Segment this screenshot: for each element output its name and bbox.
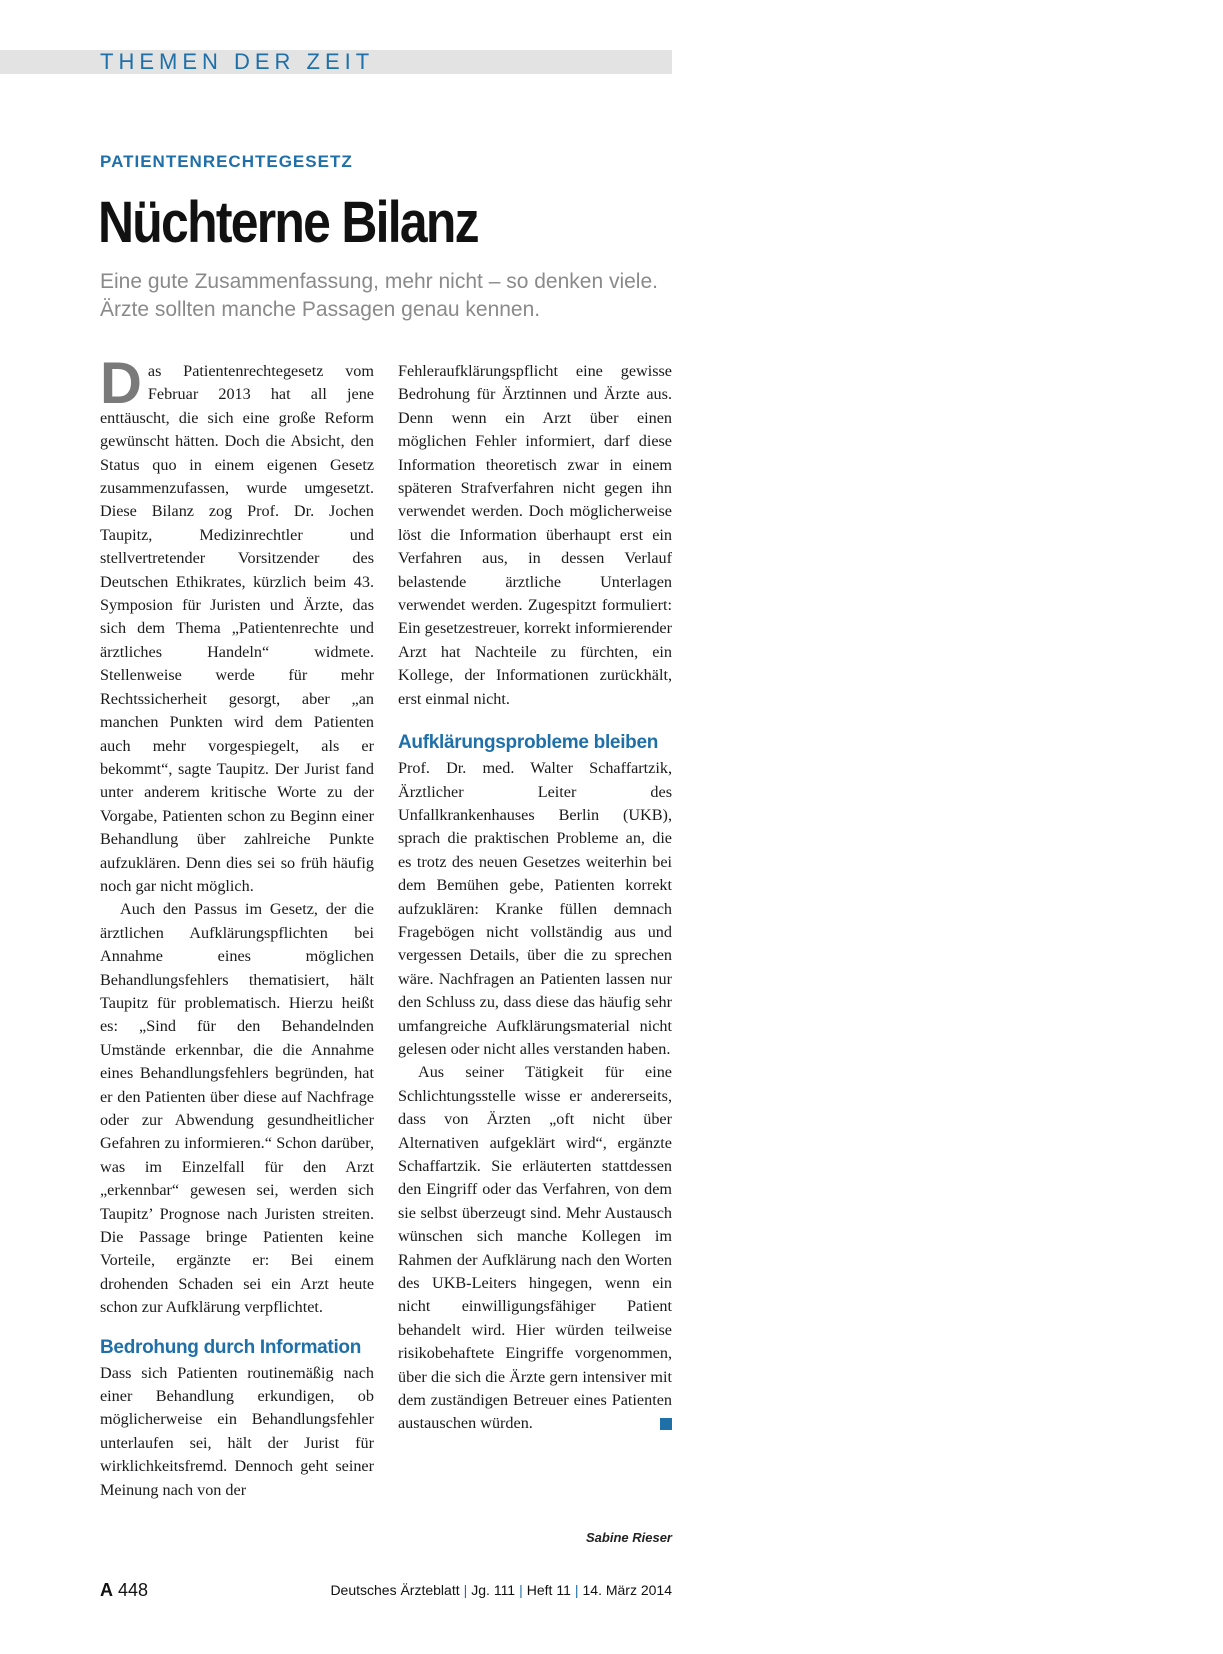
paragraph-5 [398,1061,672,1436]
page-number-value: 448 [118,1580,149,1600]
paragraph-1 [100,351,374,898]
subheading-bedrohung: Bedrohung durch Information [100,1336,362,1358]
footer-journal: Deutsches Ärzteblatt [330,1582,460,1598]
text-column-left [100,351,374,1502]
paragraph-2: Auch den Passus im Gesetz, der die ärztlichen Aufklärungspflichten bei Annahme eines möglichen Behandlungsfehlers thematisiert, hält Taupitz für problematisch. Hierzu heißt es: „Sind für den Behandelnden Umstände erkennbar, die die Annahme eines Behandlungsfehlers begründen, hat er den Patienten über diese auf Nachfrage oder zur Abwendung gesundheitlicher Gefahren zu informieren.“ Schon darüber, was im Einzelfall für den Arzt „erkennbar“ gewesen sei, werden sich Taupitz’ Prognose nach Juristen streiten. Die Passage bringe Patienten keine Vorteile, ergänzte er: Bei einem drohenden Schaden sei ein Arzt heute schon zur Aufklärung verpflichtet. [100,900,374,1317]
article-kicker: PATIENTENRECHTEGESETZ [100,152,353,171]
subheading-aufklaerung: Aufklärungsprobleme bleiben [398,732,659,754]
footer-separator: | [519,1582,523,1598]
footer-separator: | [574,1582,579,1598]
footer-issue: Heft 11 [526,1582,571,1598]
text-column-right [398,360,672,1436]
paragraph-1-text: as Patientenrechtegesetz vom Februar 2013 hat all jene enttäuscht, die sich eine große Reform gewünscht hätten. Doch die Absicht, den Status quo in einem eigenen Gesetz zusammenzufassen, wurde umgesetzt. Diese Bilanz zog Prof. Dr. Jochen Taupitz, Medizinrechtler und stellvertretender Vorsitzender des Deutschen Ethikrates, kürzlich beim 43. Symposion für Juristen und Ärzte, das sich dem Thema „Patientenrechte und ärztliches Handeln“ widmete. Stellenweise werde für mehr Rechtssicherheit gesorgt, aber „an manchen Punkten wird dem Patienten auch mehr vorgespiegelt, als er bekommt“, sagte Taupitz. Der Jurist fand unter anderem kritische Worte zu der Vorgabe, Patienten schon zu Beginn einer Behandlung über zahlreiche Punkte aufzuklären. Denn dies sei so früh häufig noch gar nicht möglich. [100,362,374,895]
paragraph-4: Prof. Dr. med. Walter Schaffartzik, Ärztlicher Leiter des Unfallkrankenhauses Berlin (UKB), sprach die praktischen Probleme an, die es trotz des neuen Gesetzes weiterhin bei dem Bemühen gebe, Patienten korrekt aufzuklären: Kranke füllen demnach Fragebögen nicht vollständig aus und vergessen Details, über die zu sprechen wäre. Nachfragen an Patienten lassen nur den Schluss zu, dass diese das häufig sehr umfangreiche Aufklärungsmaterial nicht gelesen oder nicht alles verstanden haben. [398,759,672,1058]
author-byline: Sabine Rieser [586,1530,672,1545]
section-label: THEMEN DER ZEIT [100,49,375,74]
paragraph-3: Dass sich Patienten routinemäßig nach einer Behandlung erkundigen, ob möglicherweise ein Behandlungsfehler unterlaufen sei, hält der Jurist für wirklichkeitsfremd. Dennoch geht seiner Meinung nach von der [100,1363,374,1499]
page-number [100,1580,148,1601]
article-lead: Eine gute Zusammenfassung, mehr nicht – so denken viele. Ärzte sollten manche Passagen genau kennen. [100,270,658,321]
paragraph-5-text: Aus seiner Tätigkeit für eine Schlichtungsstelle wisse er andererseits, dass von Ärzten „oft nicht über Alternativen aufgeklärt wird“, ergänzte Schaffartzik. Sie erläuterten stattdessen den Eingriff oder das Verfahren, von dem sie selbst überzeugt sind. Mehr Austausch wünschen sich manche Kollegen im Rahmen der Aufklärung nach den Worten des UKB-Leiters hingegen, wenn ein nicht einwilligungsfähiger Patient behandelt wird. Hier würden teilweise risikobehaftete Eingriffe vorgenommen, über die sich die Ärzte gern intensiver mit dem zuständigen Betreuer eines Patienten austauschen würden. [398,1063,672,1433]
article-headline: Nüchterne Bilanz [98,190,478,255]
footer-citation [300,1582,672,1598]
footer-separator: | [463,1582,468,1598]
footer-volume: Jg. 111 [471,1582,516,1598]
paragraph-3-continued: Fehleraufklärungspflicht eine gewisse Bedrohung für Ärztinnen und Ärzte aus. Denn wenn ein Arzt über einen möglichen Fehler informiert, darf diese Information theoretisch zwar in einem späteren Strafverfahren nicht gegen ihn verwendet werden. Doch möglicherweise löst die Information überhaupt erst ein Verfahren aus, in dessen Verlauf belastende ärztliche Unterlagen verwendet werden. Zugespitzt formuliert: Ein gesetzestreuer, korrekt informierender Arzt hat Nachteile zu fürchten, ein Kollege, der Informationen zurückhält, erst einmal nicht. [398,362,672,708]
drop-cap: D [100,351,142,416]
footer-date: 14. März 2014 [582,1582,672,1598]
page-prefix: A [100,1580,113,1600]
end-mark-icon [660,1418,672,1430]
